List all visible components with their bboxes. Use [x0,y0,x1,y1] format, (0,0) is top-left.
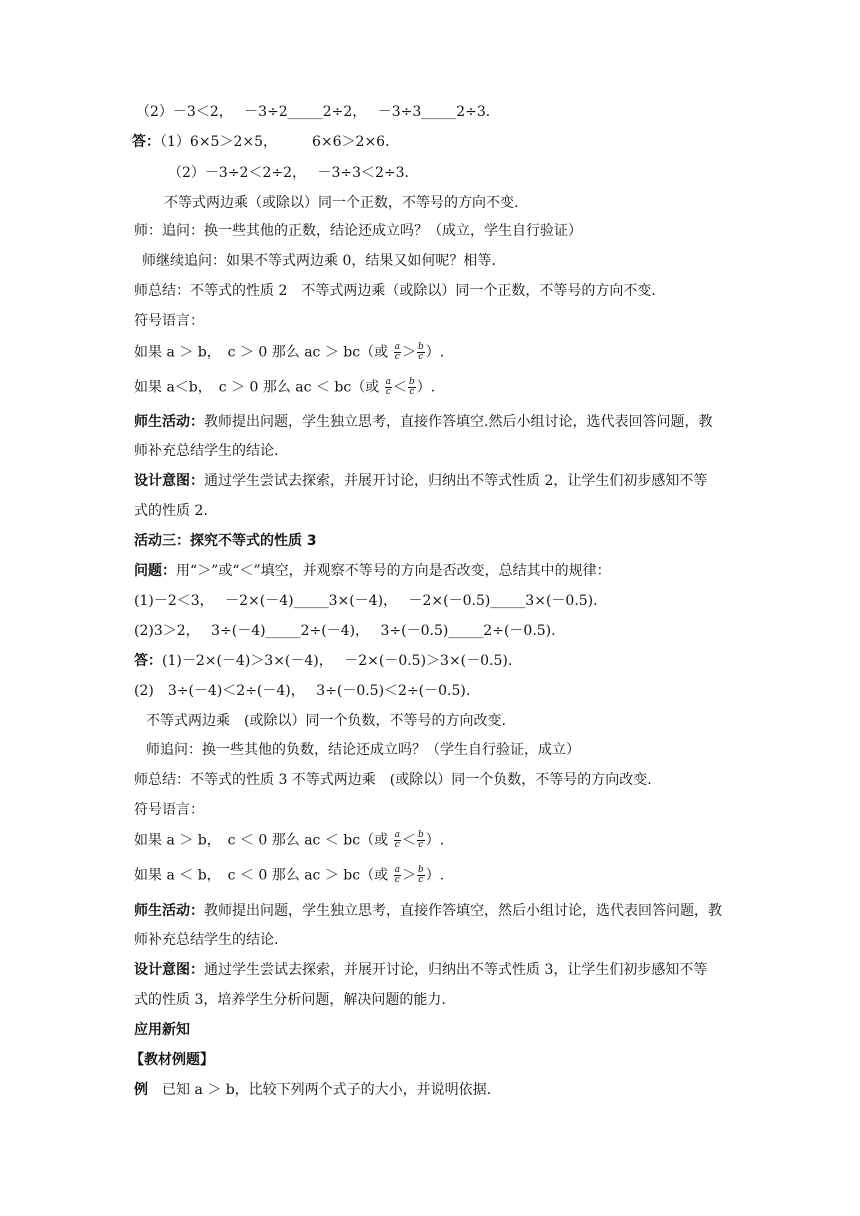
line-text: 师补充总结学生的结论. [134,443,279,459]
operator: ＞ [401,344,416,361]
section-heading: 【教材例题】 [130,1052,214,1068]
line-tail: ）. [425,867,445,884]
fraction-b-over-c: $\frac{b}{c}$ [417,342,424,362]
line-text: （2）－3＜2， －3÷2_____2÷2， －3÷3_____2÷3． [136,104,500,120]
line-2 [132,133,399,151]
line-25 [134,831,444,850]
line-text: (2) 3÷(－4)＜2÷(－4)， 3÷(－0.5)＜2÷(－0.5). [134,683,471,699]
line-text: 师继续追问：如果不等式两边乘 0，结果又如何呢？相等. [142,253,496,269]
fraction-a-over-c: $\frac{a}{c}$ [394,830,400,850]
line-text: (2)3＞2， 3÷(－4)_____2÷(－4)， 3÷(－0.5)_____2÷(－0.5). [134,623,556,639]
line-33 [134,1081,491,1099]
line-20 [134,682,470,700]
line-5 [134,222,582,240]
operator: ＞ [401,867,416,884]
line-1 [136,103,500,121]
line-19 [134,652,512,670]
label: 师生活动： [134,903,204,919]
line-15 [134,532,317,550]
fraction-a-over-c: $\frac{a}{c}$ [385,377,392,397]
line-9 [134,343,444,362]
line-16 [134,562,611,580]
fraction-a-over-c: $\frac{a}{c}$ [394,865,400,885]
fraction-b-over-c: $\frac{b}{c}$ [409,377,415,397]
line-30 [134,991,446,1009]
line-14 [134,502,208,520]
line-text: 教师提出问题，学生独立思考，直接作答填空，然后小组讨论，选代表回答问题，教 [204,903,722,919]
section-heading: 活动三：探究不等式的性质 3 [134,533,317,549]
line-text: 通过学生尝试去探索，并展开讨论，归纳出不等式性质 3，让学生们初步感知不等 [204,962,708,978]
line-4 [164,194,518,212]
line-21 [146,712,506,730]
line-32 [130,1051,214,1069]
answer-label: 答： [132,134,160,150]
line-text: 式的性质 2. [134,503,208,519]
line-text: 符号语言： [134,313,204,329]
example-label: 例 [134,1082,148,1098]
label: 设计意图： [134,473,204,489]
line-text: 师总结：不等式的性质 2 不等式两边乘（或除以）同一个正数，不等号的方向不变. [134,283,656,299]
fraction-b-over-c: $\frac{b}{c}$ [417,865,424,885]
line-text: 通过学生尝试去探索，并展开讨论，归纳出不等式性质 2，让学生们初步感知不等 [204,473,708,489]
line-tail: ）. [425,344,445,361]
line-text: 如果 a ＞ b， c ＞ 0 那么 ac ＞ bc（或 [134,344,389,361]
line-text: 如果 a ＞ b， c ＜ 0 那么 ac ＜ bc（或 [134,832,389,849]
line-7 [134,282,656,300]
line-28 [134,931,278,949]
line-text: 如果 a＜b， c ＞ 0 那么 ac ＜ bc（或 [134,379,380,396]
line-text: (1)－2＜3， －2×(－4)_____3×(－4)， －2×(－0.5)_____3×(－0.5). [134,593,598,609]
line-18 [134,622,556,640]
line-text: （2）－3÷2＜2÷2， －3÷3＜2÷3． [168,165,419,181]
section-heading: 应用新知 [134,1022,190,1038]
answer-label: 答： [134,653,162,669]
line-text: (1)－2×(－4)＞3×(－4)， －2×(－0.5)＞3×(－0.5). [162,653,513,669]
line-3 [168,164,419,182]
line-text: 师：追问：换一些其他的正数，结论还成立吗？（成立，学生自行验证） [134,223,582,239]
line-13 [134,472,707,490]
line-11 [134,413,712,431]
line-12 [134,442,278,460]
fraction-b-over-c: $\frac{b}{c}$ [417,830,424,850]
line-6 [142,252,496,270]
operator: ＜ [393,379,408,396]
label: 问题： [134,563,176,579]
line-text: 师追问：换一些其他的负数，结论还成立吗？（学生自行验证，成立） [146,742,580,758]
line-tail: ）. [416,379,436,396]
line-text: 式的性质 3，培养学生分析问题，解决问题的能力. [134,992,446,1008]
line-text: 不等式两边乘 (或除以）同一个负数，不等号的方向改变. [146,713,506,729]
line-29 [134,961,707,979]
line-text: 如果 a ＜ b， c ＜ 0 那么 ac ＞ bc（或 [134,867,389,884]
label: 师生活动： [134,414,204,430]
line-tail: ）. [425,832,445,849]
line-text: 不等式两边乘（或除以）同一个正数，不等号的方向不变. [164,195,519,211]
line-27 [134,902,722,920]
line-26 [134,866,444,885]
line-text: 师总结：不等式的性质 3 不等式两边乘 (或除以）同一个负数，不等号的方向改变. [134,772,652,788]
line-10 [134,378,435,397]
line-24 [134,801,204,819]
line-17 [134,592,598,610]
line-text: 已知 a ＞ b，比较下列两个式子的大小，并说明依据. [148,1082,492,1098]
label: 设计意图： [134,962,204,978]
line-text: （1）6×5＞2×5， 6×6＞2×6． [160,134,400,150]
line-text: 用“＞”或“＜”填空，并观察不等号的方向是否改变，总结其中的规律： [176,563,611,579]
line-text: 师补充总结学生的结论. [134,932,279,948]
line-text: 教师提出问题，学生独立思考，直接作答填空.然后小组讨论，选代表回答问题，教 [204,414,713,430]
fraction-a-over-c: $\frac{a}{c}$ [394,342,400,362]
operator: ＜ [401,832,416,849]
line-8 [134,312,204,330]
line-text: 符号语言： [134,802,204,818]
line-23 [134,771,652,789]
line-31 [134,1021,190,1039]
line-22 [146,741,580,759]
